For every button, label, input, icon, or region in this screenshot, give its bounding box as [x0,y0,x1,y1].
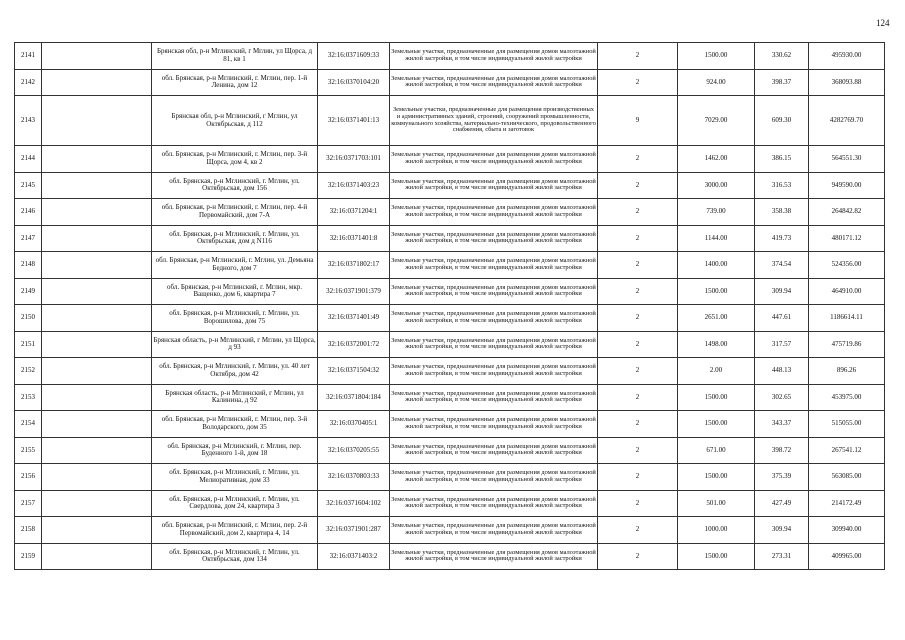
table-row [15,384,885,411]
area-cell: 501.00 [678,490,755,517]
land-use-cell: Земельные участки, предназначенные для размещения домов малоэтажной жилой застройки, в том числе индивидуальной жилой застройки [390,172,598,199]
group-cell: 2 [598,69,678,96]
cadastral-value-cell: 495930.00 [809,43,885,70]
land-use-cell: Земельные участки, предназначенные для размещения домов малоэтажной жилой застройки, в том числе индивидуальной жилой застройки [390,543,598,570]
blank-cell [42,384,152,411]
group-cell: 2 [598,464,678,491]
specific-value-cell: 309.94 [755,517,809,544]
cadastral-number-cell: 32:16:0371609:33 [318,43,390,70]
table-row [15,464,885,491]
cadastral-number-cell: 32:16:0371802:17 [318,252,390,279]
table-row [15,411,885,438]
row-number-cell: 2155 [15,437,42,464]
area-cell: 7029.00 [678,96,755,146]
area-cell: 2.00 [678,358,755,385]
row-number-cell: 2157 [15,490,42,517]
specific-value-cell: 386.15 [755,146,809,173]
blank-cell [42,305,152,332]
group-cell: 2 [598,305,678,332]
land-use-cell: Земельные участки, предназначенные для размещения домов малоэтажной жилой застройки, в том числе индивидуальной жилой застройки [390,358,598,385]
cadastral-number-cell: 32:16:0370405:1 [318,411,390,438]
cadastral-value-table [14,42,885,570]
address-cell: обл. Брянская, р-н Мглинский, г. Мглин, ул. Ворошилова, дом 75 [152,305,318,332]
land-use-cell: Земельные участки, предназначенные для размещения домов малоэтажной жилой застройки, в том числе индивидуальной жилой застройки [390,517,598,544]
table-row [15,225,885,252]
table-row [15,69,885,96]
blank-cell [42,464,152,491]
cadastral-value-cell: 214172.49 [809,490,885,517]
group-cell: 2 [598,490,678,517]
blank-cell [42,172,152,199]
address-cell: Брянская область, р-н Мглинский, г Мглин, ул Калинина, д 92 [152,384,318,411]
address-cell: обл. Брянская, р-н Мглинский, г. Мглин, ул. Свердлова, дом 24, квартира 3 [152,490,318,517]
blank-cell [42,225,152,252]
area-cell: 1500.00 [678,411,755,438]
cadastral-number-cell: 32:16:0371401:13 [318,96,390,146]
area-cell: 1000.00 [678,517,755,544]
specific-value-cell: 309.94 [755,278,809,305]
address-cell: обл. Брянская, р-н Мглинский, г. Мглин, мкр. Ващенко, дом 6, квартира 7 [152,278,318,305]
blank-cell [42,146,152,173]
row-number-cell: 2149 [15,278,42,305]
cadastral-value-cell: 563085.00 [809,464,885,491]
row-number-cell: 2159 [15,543,42,570]
address-cell: обл. Брянская, р-н Мглинский, г. Мглин, ул. Октябрьская, дом 156 [152,172,318,199]
blank-cell [42,43,152,70]
specific-value-cell: 447.61 [755,305,809,332]
address-cell: обл. Брянская, р-н Мглинский, г. Мглин, ул. Октябрьская, дом д N116 [152,225,318,252]
cadastral-number-cell: 32:16:0371604:102 [318,490,390,517]
group-cell: 2 [598,278,678,305]
cadastral-number-cell: 32:16:0371403:23 [318,172,390,199]
page-number: 124 [876,18,890,28]
cadastral-number-cell: 32:16:0371401:8 [318,225,390,252]
cadastral-number-cell: 32:16:0371403:2 [318,543,390,570]
group-cell: 2 [598,225,678,252]
row-number-cell: 2146 [15,199,42,226]
land-use-cell: Земельные участки, предназначенные для размещения домов малоэтажной жилой застройки, в том числе индивидуальной жилой застройки [390,146,598,173]
group-cell: 2 [598,172,678,199]
address-cell: обл. Брянская, р-н Мглинский, г. Мглин, ул. Демьяна Бедного, дом 7 [152,252,318,279]
row-number-cell: 2141 [15,43,42,70]
blank-cell [42,358,152,385]
specific-value-cell: 358.38 [755,199,809,226]
address-cell: обл. Брянская, р-н Мглинский, г. Мглин, пер. 3-й Щорса, дом 4, кв 2 [152,146,318,173]
specific-value-cell: 419.73 [755,225,809,252]
land-use-cell: Земельные участки, предназначенные для размещения домов малоэтажной жилой застройки, в том числе индивидуальной жилой застройки [390,69,598,96]
cadastral-value-cell: 949590.00 [809,172,885,199]
area-cell: 1500.00 [678,43,755,70]
cadastral-value-cell: 453975.00 [809,384,885,411]
row-number-cell: 2158 [15,517,42,544]
land-use-cell: Земельные участки, предназначенные для размещения домов малоэтажной жилой застройки, в том числе индивидуальной жилой застройки [390,199,598,226]
cadastral-value-cell: 475719.86 [809,331,885,358]
address-cell: обл. Брянская, р-н Мглинский, г. Мглин, пер. 4-й Первомайский, дом 7-А [152,199,318,226]
address-cell: обл. Брянская, р-н Мглинский, г. Мглин, ул. Мелиоративная, дом 33 [152,464,318,491]
cadastral-value-cell: 409965.00 [809,543,885,570]
specific-value-cell: 302.65 [755,384,809,411]
address-cell: обл. Брянская, р-н Мглинский, г. Мглин, ул. 40 лет Октября, дом 42 [152,358,318,385]
blank-cell [42,278,152,305]
blank-cell [42,252,152,279]
area-cell: 1144.00 [678,225,755,252]
cadastral-value-cell: 309940.00 [809,517,885,544]
blank-cell [42,96,152,146]
cadastral-value-cell: 464910.00 [809,278,885,305]
group-cell: 2 [598,437,678,464]
cadastral-number-cell: 32:16:0371401:49 [318,305,390,332]
address-cell: Брянская обл, р-н Мглинский, г Мглин, ул Щорса, д 81, кв 1 [152,43,318,70]
specific-value-cell: 375.39 [755,464,809,491]
address-cell: Брянская область, р-н Мглинский, г Мглин, ул Щорса, д 93 [152,331,318,358]
address-cell: обл. Брянская, р-н Мглинский, г. Мглин, ул. Октябрьская, дом 134 [152,543,318,570]
land-use-cell: Земельные участки, предназначенные для размещения домов малоэтажной жилой застройки, в том числе индивидуальной жилой застройки [390,252,598,279]
table-row [15,305,885,332]
cadastral-number-cell: 32:16:0371804:184 [318,384,390,411]
specific-value-cell: 343.37 [755,411,809,438]
cadastral-number-cell: 32:16:0371204:1 [318,199,390,226]
cadastral-value-cell: 267541.12 [809,437,885,464]
group-cell: 9 [598,96,678,146]
table-body [15,43,885,570]
group-cell: 2 [598,43,678,70]
row-number-cell: 2143 [15,96,42,146]
group-cell: 2 [598,543,678,570]
address-cell: обл. Брянская, р-н Мглинский, г. Мглин, пер. 2-й Первомайский, дом 2, квартира 4, 14 [152,517,318,544]
cadastral-value-cell: 896.26 [809,358,885,385]
group-cell: 2 [598,358,678,385]
row-number-cell: 2152 [15,358,42,385]
specific-value-cell: 374.54 [755,252,809,279]
cadastral-number-cell: 32:16:0372001:72 [318,331,390,358]
blank-cell [42,199,152,226]
area-cell: 1500.00 [678,464,755,491]
area-cell: 1500.00 [678,278,755,305]
specific-value-cell: 448.13 [755,358,809,385]
table-row [15,490,885,517]
row-number-cell: 2145 [15,172,42,199]
row-number-cell: 2150 [15,305,42,332]
cadastral-value-cell: 4282769.70 [809,96,885,146]
cadastral-value-cell: 368093.88 [809,69,885,96]
table-row [15,43,885,70]
specific-value-cell: 330.62 [755,43,809,70]
row-number-cell: 2144 [15,146,42,173]
cadastral-number-cell: 32:16:0370803:33 [318,464,390,491]
table-row [15,437,885,464]
area-cell: 1500.00 [678,384,755,411]
row-number-cell: 2147 [15,225,42,252]
group-cell: 2 [598,384,678,411]
specific-value-cell: 316.53 [755,172,809,199]
area-cell: 924.00 [678,69,755,96]
cadastral-number-cell: 32:16:0370104:20 [318,69,390,96]
land-use-cell: Земельные участки, предназначенные для размещения производственных и административных зданий, строений, сооружений промышленности, коммунального хозяйства, материально-технического, продовольственного снабжения, сбыта и заготовок [390,96,598,146]
cadastral-number-cell: 32:16:0370205:55 [318,437,390,464]
group-cell: 2 [598,199,678,226]
address-cell: обл. Брянская, р-н Мглинский, г. Мглин, пер. 1-й Ленина, дом 12 [152,69,318,96]
table-row [15,172,885,199]
land-use-cell: Земельные участки, предназначенные для размещения домов малоэтажной жилой застройки, в том числе индивидуальной жилой застройки [390,437,598,464]
cadastral-number-cell: 32:16:0371901:379 [318,278,390,305]
table-row [15,96,885,146]
specific-value-cell: 398.72 [755,437,809,464]
area-cell: 1462.00 [678,146,755,173]
specific-value-cell: 609.30 [755,96,809,146]
group-cell: 2 [598,146,678,173]
area-cell: 739.00 [678,199,755,226]
land-use-cell: Земельные участки, предназначенные для размещения домов малоэтажной жилой застройки, в том числе индивидуальной жилой застройки [390,384,598,411]
table-row [15,358,885,385]
address-cell: обл. Брянская, р-н Мглинский, г. Мглин, пер. 3-й Володарского, дом 35 [152,411,318,438]
cadastral-value-cell: 564551.30 [809,146,885,173]
table-row [15,543,885,570]
area-cell: 3000.00 [678,172,755,199]
land-use-cell: Земельные участки, предназначенные для размещения домов малоэтажной жилой застройки, в том числе индивидуальной жилой застройки [390,331,598,358]
cadastral-value-cell: 480171.12 [809,225,885,252]
row-number-cell: 2156 [15,464,42,491]
land-use-cell: Земельные участки, предназначенные для размещения домов малоэтажной жилой застройки, в том числе индивидуальной жилой застройки [390,490,598,517]
group-cell: 2 [598,517,678,544]
land-use-cell: Земельные участки, предназначенные для размещения домов малоэтажной жилой застройки, в том числе индивидуальной жилой застройки [390,225,598,252]
row-number-cell: 2142 [15,69,42,96]
area-cell: 1500.00 [678,543,755,570]
table-row [15,252,885,279]
table-row [15,517,885,544]
area-cell: 1498.00 [678,331,755,358]
cadastral-value-cell: 515055.00 [809,411,885,438]
specific-value-cell: 273.31 [755,543,809,570]
specific-value-cell: 398.37 [755,69,809,96]
land-use-cell: Земельные участки, предназначенные для размещения домов малоэтажной жилой застройки, в том числе индивидуальной жилой застройки [390,43,598,70]
area-cell: 1400.00 [678,252,755,279]
area-cell: 671.00 [678,437,755,464]
table-row [15,278,885,305]
group-cell: 2 [598,331,678,358]
blank-cell [42,331,152,358]
specific-value-cell: 427.49 [755,490,809,517]
table-row [15,146,885,173]
cadastral-value-cell: 264842.82 [809,199,885,226]
specific-value-cell: 317.57 [755,331,809,358]
cadastral-value-cell: 524356.00 [809,252,885,279]
area-cell: 2651.00 [678,305,755,332]
land-use-cell: Земельные участки, предназначенные для размещения домов малоэтажной жилой застройки, в том числе индивидуальной жилой застройки [390,305,598,332]
cadastral-number-cell: 32:16:0371703:101 [318,146,390,173]
row-number-cell: 2153 [15,384,42,411]
table-row [15,331,885,358]
blank-cell [42,543,152,570]
blank-cell [42,411,152,438]
row-number-cell: 2151 [15,331,42,358]
blank-cell [42,437,152,464]
group-cell: 2 [598,252,678,279]
row-number-cell: 2154 [15,411,42,438]
cadastral-value-cell: 1186614.11 [809,305,885,332]
blank-cell [42,490,152,517]
cadastral-number-cell: 32:16:0371504:32 [318,358,390,385]
group-cell: 2 [598,411,678,438]
blank-cell [42,69,152,96]
address-cell: Брянская обл, р-н Мглинский, г Мглин, ул Октябрьская, д 112 [152,96,318,146]
blank-cell [42,517,152,544]
land-use-cell: Земельные участки, предназначенные для размещения домов малоэтажной жилой застройки, в том числе индивидуальной жилой застройки [390,411,598,438]
land-use-cell: Земельные участки, предназначенные для размещения домов малоэтажной жилой застройки, в том числе индивидуальной жилой застройки [390,278,598,305]
address-cell: обл. Брянская, р-н Мглинский, г. Мглин, пер. Буденного 1-й, дом 18 [152,437,318,464]
row-number-cell: 2148 [15,252,42,279]
cadastral-number-cell: 32:16:0371901:287 [318,517,390,544]
table-row [15,199,885,226]
land-use-cell: Земельные участки, предназначенные для размещения домов малоэтажной жилой застройки, в том числе индивидуальной жилой застройки [390,464,598,491]
